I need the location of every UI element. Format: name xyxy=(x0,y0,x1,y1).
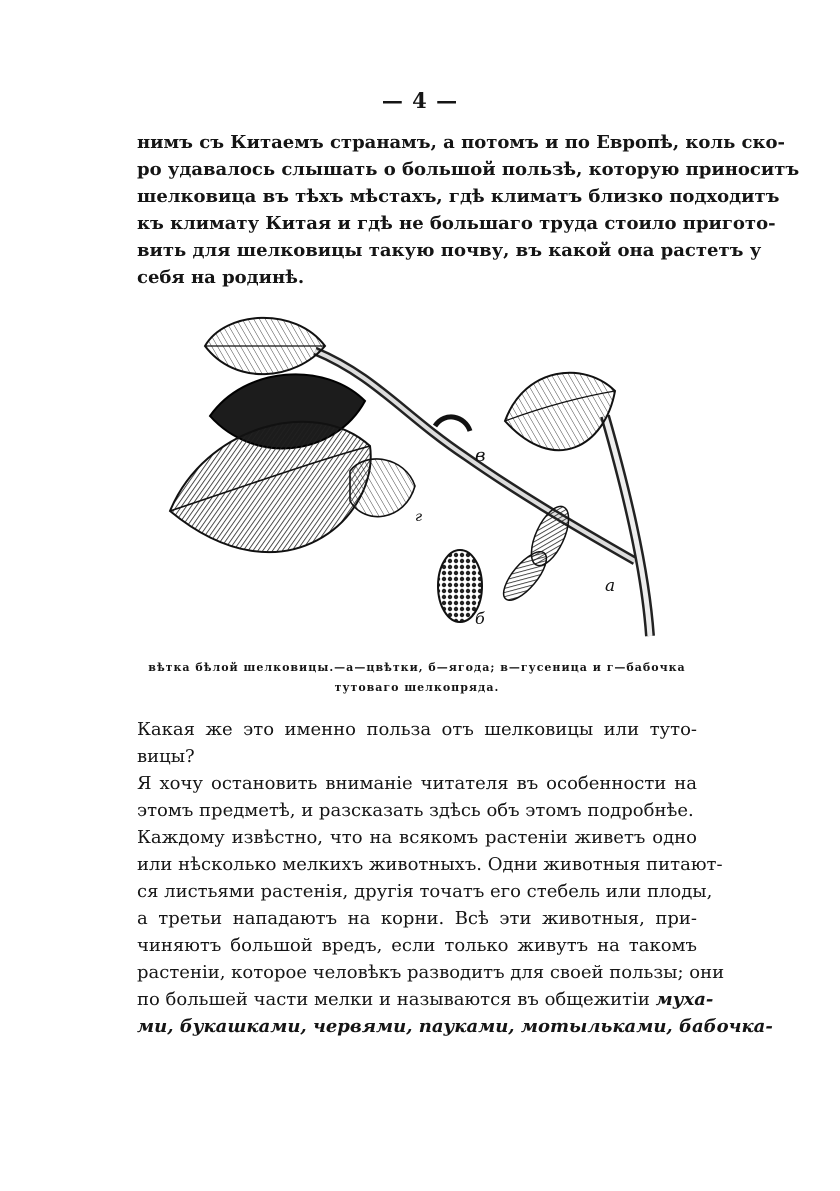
figure-label-b: б xyxy=(475,609,485,628)
italic-text: ми, букашками, червями, пауками, мотыльками, бабочка- xyxy=(137,1016,773,1037)
text-line: а третьи нападаютъ на корни. Всѣ эти животныя, при- xyxy=(137,908,697,929)
text-line: шелковица въ тѣхъ мѣстахъ, гдѣ климатъ близко подходитъ xyxy=(137,186,780,207)
text-line: нимъ съ Китаемъ странамъ, а потомъ и по Европѣ, коль ско- xyxy=(137,132,785,153)
text-line-italic xyxy=(137,1013,773,1040)
text-line: къ климату Китая и гдѣ не большаго труда стоило пригото- xyxy=(137,213,776,234)
text-line: или нѣсколько мелкихъ животныхъ. Одни животныя питают- xyxy=(137,854,723,875)
text-line: растеніи, которое человѣкъ разводитъ для своей пользы; они xyxy=(137,962,725,983)
page-number: — 4 — xyxy=(381,88,459,113)
caterpillar xyxy=(435,417,470,431)
text-line: ся листьями растенія, другія точатъ его стебель или плоды, xyxy=(137,881,713,902)
text-run: по большей части мелки и называются въ общежитіи xyxy=(137,989,656,1010)
paragraph xyxy=(137,770,697,824)
paragraph-continuation xyxy=(137,129,800,291)
text-line: Я хочу остановить вниманіе читателя въ особенности на xyxy=(137,773,697,794)
text-line: Какая же это именно польза отъ шелковицы или туто- xyxy=(137,719,697,740)
caption-line: вѣтка бѣлой шелковицы.—а—цвѣтки, б—ягода; в—гусеница и г—бабочка xyxy=(148,661,686,674)
figure-label-a: а xyxy=(605,576,616,596)
paragraph xyxy=(137,716,697,770)
paragraph xyxy=(137,824,773,1040)
leaf-right xyxy=(505,373,615,450)
text-line: вить для шелковицы такую почву, въ какой она растетъ у xyxy=(137,240,762,261)
mulberry-branch-engraving xyxy=(165,306,680,640)
text-line: вицы? xyxy=(137,746,195,767)
caption-line: тутоваго шелкопряда. xyxy=(334,681,500,694)
text-line xyxy=(137,986,714,1013)
moth xyxy=(350,459,415,517)
text-line: себя на родинѣ. xyxy=(137,267,305,288)
text-line: ро удавалось слышать о большой пользѣ, которую приноситъ xyxy=(137,159,800,180)
text-line: чиняютъ большой вредъ, если только живутъ на такомъ xyxy=(137,935,697,956)
figure-caption xyxy=(137,658,697,698)
figure-label-v: в xyxy=(475,445,486,466)
figure-label-g: г xyxy=(415,509,423,525)
text-line: Каждому извѣстно, что на всякомъ растеніи живетъ одно xyxy=(137,827,697,848)
leaf-large-lower xyxy=(170,422,371,552)
catkin-flower xyxy=(497,545,554,606)
italic-text: муха- xyxy=(655,989,714,1010)
text-line: этомъ предметѣ, и разсказать здѣсь объ этомъ подробнѣе. xyxy=(137,800,694,821)
